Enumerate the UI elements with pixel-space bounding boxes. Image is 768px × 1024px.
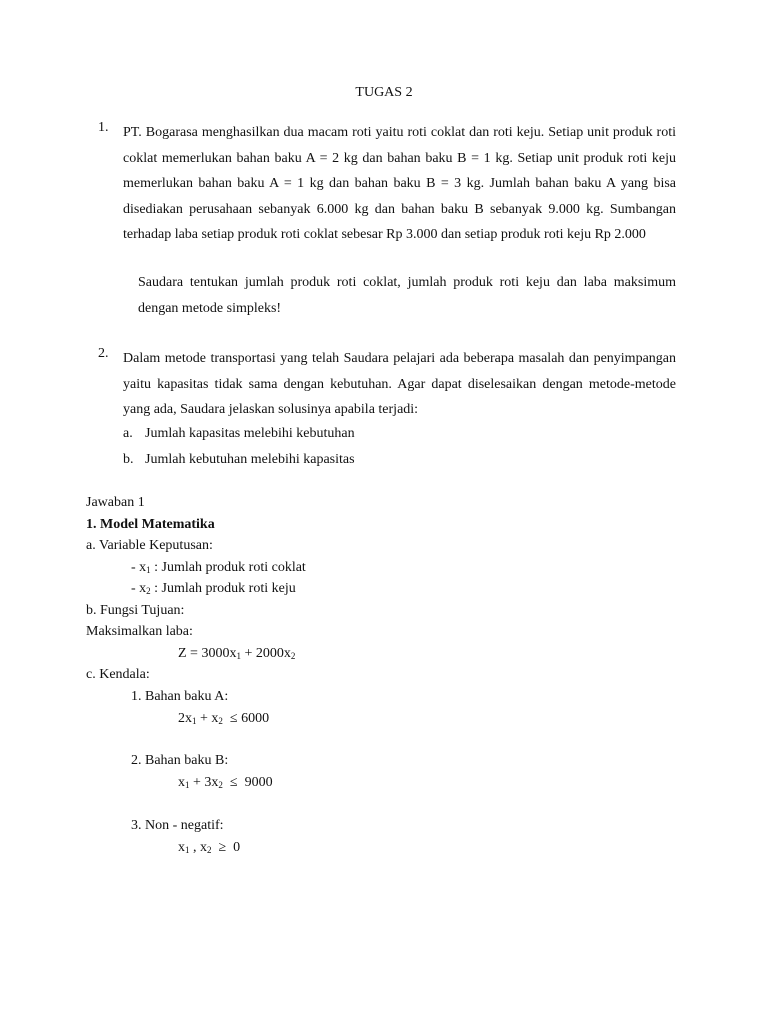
answer-section-title: 1. Model Matematika xyxy=(86,517,215,532)
constraint-1-label: 1. Bahan baku A: xyxy=(131,689,229,704)
question-2-option-a xyxy=(123,426,355,442)
option-letter: a. xyxy=(123,426,133,441)
option-letter: b. xyxy=(123,452,134,467)
constraint-heading: c. Kendala: xyxy=(86,667,150,682)
answer-heading: Jawaban 1 xyxy=(86,495,145,510)
variable-x1: - $x_1$ : Jumlah produk roti coklat xyxy=(131,560,306,575)
objective-equation: $Z = 3000x_1 + 2000x_2$ xyxy=(178,646,296,661)
constraint-1-equation: $2x_1 + x_2 \le 6000$ xyxy=(178,711,270,726)
decision-variable-heading: a. Variable Keputusan: xyxy=(86,538,213,553)
variable-x2: - $x_2$ : Jumlah produk roti keju xyxy=(131,581,296,596)
constraint-2-label: 2. Bahan baku B: xyxy=(131,753,229,768)
objective-label: Maksimalkan laba: xyxy=(86,624,193,639)
question-2-text: Dalam metode transportasi yang telah Saudara pelajari ada beberapa masalah dan penyimpangan yaitu kapasitas tidak sama dengan kebutuhan. Agar dapat diselesaikan dengan metode-metode yang ada, Saudara jelaskan solusinya apabila terjadi: xyxy=(123,351,676,417)
constraint-2-equation: $x_1 + 3x_2 \le 9000$ xyxy=(178,775,273,790)
constraint-3-equation: $x_1$ , $x_2 \ge 0$ xyxy=(178,840,241,855)
document-title: TUGAS 2 xyxy=(355,85,413,100)
option-text: Jumlah kebutuhan melebihi kapasitas xyxy=(145,452,355,467)
question-1 xyxy=(98,120,676,248)
question-2-option-b xyxy=(123,452,355,468)
constraint-3-label: 3. Non - negatif: xyxy=(131,818,224,833)
question-1-number: 1. xyxy=(98,120,109,135)
question-1-instruction: Saudara tentukan jumlah produk roti coklat, jumlah produk roti keju dan laba maksimum dengan metode simpleks! xyxy=(138,275,676,316)
option-text: Jumlah kapasitas melebihi kebutuhan xyxy=(145,426,355,441)
question-2-number: 2. xyxy=(98,346,109,361)
objective-heading: b. Fungsi Tujuan: xyxy=(86,603,185,618)
question-1-text: PT. Bogarasa menghasilkan dua macam roti yaitu roti coklat dan roti keju. Setiap unit produk roti coklat memerlukan bahan baku A = 2 kg dan bahan baku B = 1 kg. Setiap unit produk roti keju memerlukan bahan baku A = 1 kg dan bahan baku B = 3 kg. Jumlah bahan baku A yang bisa disediakan perusahaan sebanyak 6.000 kg dan bahan baku B sebanyak 9.000 kg. Sumbangan terhadap laba setiap produk roti coklat sebesar Rp 3.000 dan setiap produk roti keju Rp 2.000 xyxy=(123,125,676,242)
question-2 xyxy=(98,346,676,423)
